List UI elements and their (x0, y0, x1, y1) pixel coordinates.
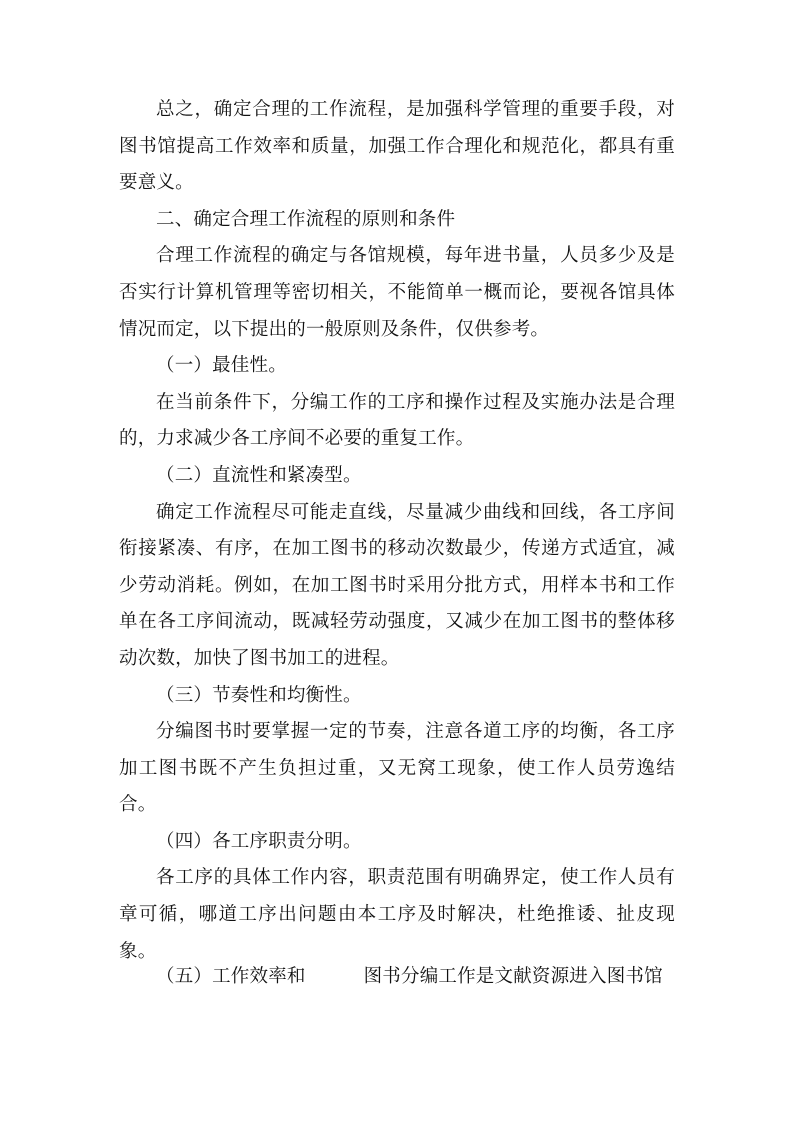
subheading-clear-duties: （四）各工序职责分明。 (156, 830, 362, 852)
paragraph-rhythm-balance: 分编图书时要掌握一定的节奏，注意各道工序的均衡，各工序加工图书既不产生负担过重，又无窝工现象，使工作人员劳逸结合。 (119, 721, 675, 816)
subheading-efficiency-line (156, 959, 663, 995)
paragraph-principles-intro: 合理工作流程的确定与各馆规模，每年进书量，人员多少及是否实行计算机管理等密切相关，不能简单一概而论，要视各馆具体情况而定，以下提出的一般原则及条件，仅供参考。 (119, 245, 675, 340)
paragraph-clear-duties: 各工序的具体工作内容，职责范围有明确界定，使工作人员有章可循，哪道工序出问题由本工序及时解决，杜绝推诿、扯皮现象。 (119, 867, 675, 962)
body-text (119, 92, 675, 970)
paragraph-optimality: 在当前条件下，分编工作的工序和操作过程及实施办法是合理的，力求减少各工序间不必要的重复工作。 (119, 391, 675, 450)
subheading-efficiency: （五）工作效率和 (156, 966, 306, 987)
section-heading-principles: 二、确定合理工作流程的原则和条件 (156, 208, 456, 230)
subheading-direct-flow: （二）直流性和紧凑型。 (156, 464, 362, 486)
subheading-optimality: （一）最佳性。 (156, 355, 287, 377)
paragraph-efficiency-start: 图书分编工作是文献资源进入图书馆 (363, 966, 663, 987)
paragraph-summary: 总之，确定合理的工作流程，是加强科学管理的重要手段，对图书馆提高工作效率和质量，加强工作合理化和规范化，都具有重要意义。 (119, 99, 675, 194)
subheading-rhythm-balance: （三）节奏性和均衡性。 (156, 684, 362, 706)
paragraph-direct-flow: 确定工作流程尽可能走直线，尽量减少曲线和回线，各工序间衔接紧凑、有序，在加工图书的移动次数最少，传递方式适宜，减少劳动消耗。例如，在加工图书时采用分批方式，用样本书和工作单在各工序间流动，既减轻劳动强度，又减少在加工图书的整体移动次数，加快了图书加工的进程。 (119, 501, 675, 669)
